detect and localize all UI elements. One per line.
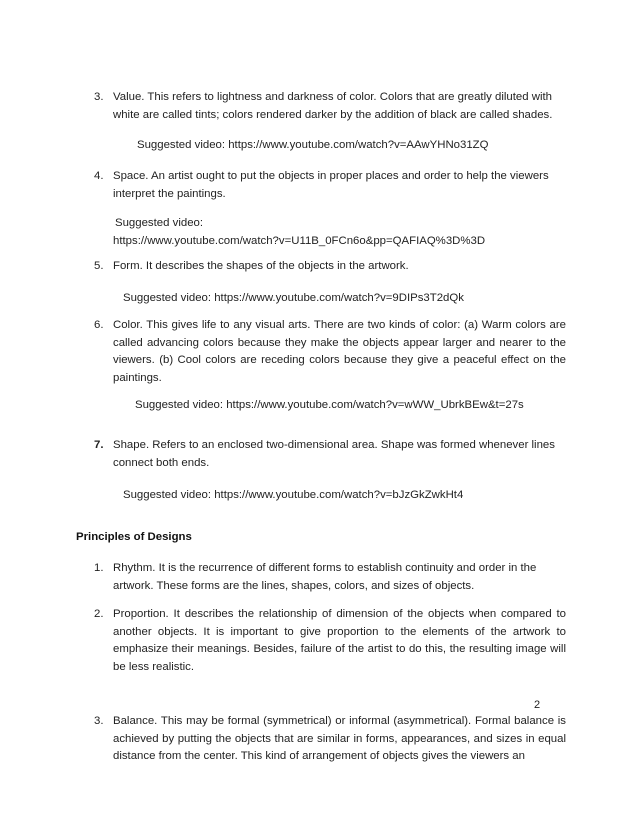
list-item-form (94, 258, 566, 276)
suggested-video-color: Suggested video: https://www.youtube.com/watch?v=wWW_UbrkBEw&t=27s (135, 399, 524, 411)
list-item-proportion (94, 606, 566, 676)
list-item-value (94, 89, 566, 124)
list-number: 3. (94, 91, 104, 103)
list-text (94, 437, 566, 472)
list-text: Proportion. It describes the relationship of dimension of the objects when compared to another objects. It is important to give proportion to the elements of the artwork to emphasize their meanings. Besides, failure of the artist to do this, the resulting image will be less realistic. (113, 608, 566, 673)
section-heading: Principles of Designs (76, 531, 192, 543)
suggested-video-label-space: Suggested video: (115, 217, 204, 229)
list-number: 3. (94, 715, 104, 727)
list-item-space (94, 168, 566, 203)
list-text: Color. This gives life to any visual arts. There are two kinds of color: (a) Warm colors are called advancing colors because they make the objects appear larger and nearer to the viewers. (b) Cool colors are receding colors because they give a peaceful effect on the paintings. (113, 319, 566, 384)
list-item-color (94, 317, 566, 387)
list-number: 5. (94, 260, 104, 272)
list-text: Rhythm. It is the recurrence of different forms to establish continuity and order in the artwork. These forms are the lines, shapes, colors, and sizes of objects. (113, 562, 537, 592)
list-number: 7. (94, 439, 104, 451)
list-text: Balance. This may be formal (symmetrical) or informal (asymmetrical). Formal balance is achieved by putting the objects that are similar in forms, appearances, and sizes in equal distance from the center. This kind of arrangement of objects gives the viewers an (113, 715, 566, 762)
suggested-video-shape: Suggested video: https://www.youtube.com/watch?v=bJzGkZwkHt4 (123, 489, 464, 501)
list-item-rhythm (94, 560, 566, 595)
list-text: Form. It describes the shapes of the objects in the artwork. (113, 260, 409, 272)
list-text: Value. This refers to lightness and darkness of color. Colors that are greatly diluted with white are called tints; colors rendered darker by the addition of black are called shades. (113, 91, 553, 121)
suggested-video-form: Suggested video: https://www.youtube.com/watch?v=9DIPs3T2dQk (123, 292, 464, 304)
list-rest: . Refers to an enclosed two-dimensional area. Shape was formed whenever lines connect both ends. (113, 439, 555, 469)
list-number: 6. (94, 319, 104, 331)
list-item-balance (94, 713, 566, 766)
list-number: 4. (94, 170, 104, 182)
list-text: Space. An artist ought to put the objects in proper places and order to help the viewers interpret the paintings. (113, 170, 549, 200)
suggested-video-value: Suggested video: https://www.youtube.com/watch?v=AAwYHNo31ZQ (137, 139, 489, 151)
list-item-shape (94, 437, 566, 472)
list-number: 2. (94, 608, 104, 620)
list-lead-word: Shape (113, 439, 146, 451)
suggested-video-url-space: https://www.youtube.com/watch?v=U11B_0FCn6o&pp=QAFIAQ%3D%3D (113, 235, 486, 247)
list-number: 1. (94, 562, 104, 574)
page-number: 2 (534, 699, 541, 711)
